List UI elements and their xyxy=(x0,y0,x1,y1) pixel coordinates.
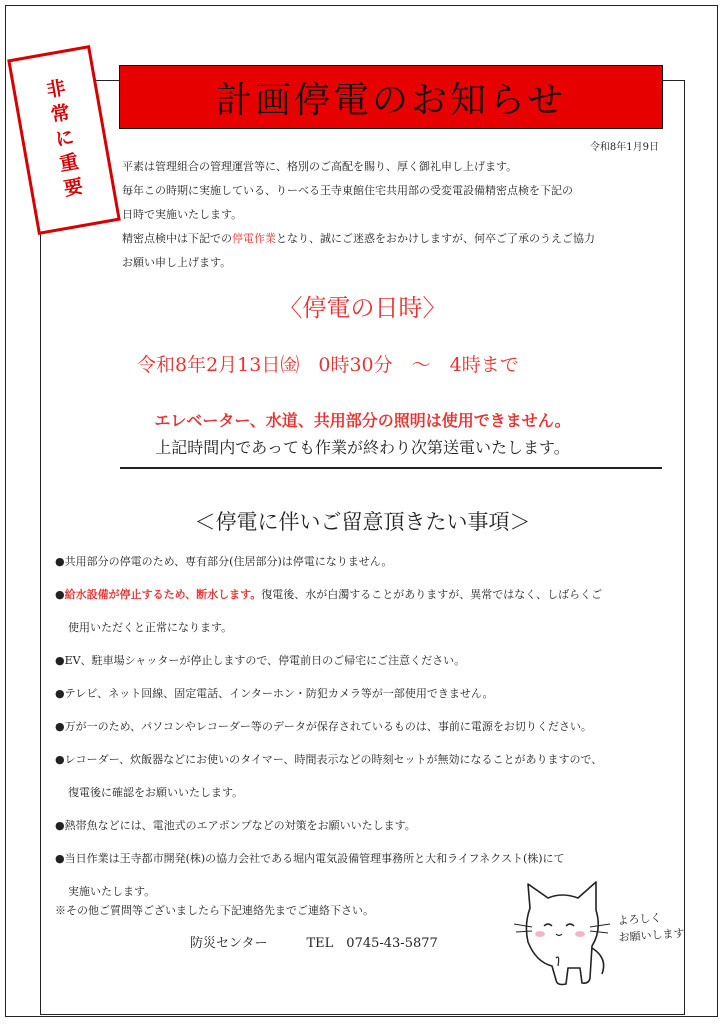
cat-illustration xyxy=(510,870,615,990)
caution-item-2 xyxy=(55,578,665,644)
caution-text xyxy=(55,578,665,611)
caution-item-4 xyxy=(55,677,665,710)
power-work-highlight: 停電作業 xyxy=(232,232,276,245)
intro-line-2: 毎年この時期に実施している、りーべる王寺東館住宅共用部の受変電設備精密点検を下記の xyxy=(122,184,573,197)
caution-text-line-2: 復電後に確認をお願いいたします。 xyxy=(68,786,244,799)
outage-warning: エレベーター、水道、共用部分の照明は使用できません。 xyxy=(154,411,571,430)
restore-note: 上記時間内であっても作業が終わり次第送電いたします。 xyxy=(155,438,570,457)
page-title: 計画停電のお知らせ xyxy=(216,79,566,121)
caution-text-line-2: 使用いただくと正常になります。 xyxy=(68,621,233,634)
title-banner xyxy=(119,65,663,129)
schedule-heading: 〈停電の日時〉 xyxy=(278,294,447,322)
contact-info xyxy=(190,932,438,951)
issue-date: 令和8年1月9日 xyxy=(589,142,659,153)
caution-text: ●共用部分の停電のため、専有部分(住居部分)は停電になりません。 xyxy=(55,555,393,568)
caution-text: ●テレビ、ネット回線、固定電話、インターホン・防犯カメラ等が一部使用できません。 xyxy=(55,687,494,700)
intro-line-4-start: 精密点検中は下記での xyxy=(122,232,232,245)
contact-note: ※その他ご質問等ございましたら下記連絡先までご連絡下さい。 xyxy=(55,904,374,917)
caution-text: ●レコーダー、炊飯器などにお使いのタイマー、時間表示などの時刻セットが無効になることがありますので、 xyxy=(55,753,603,766)
schedule-time: 令和8年2月13日㈮ 0時30分 ～ 4時まで xyxy=(137,354,519,376)
intro-line-1: 平素は管理組合の管理運営等に、格別のご高配を賜り、厚く御礼申し上げます。 xyxy=(122,160,518,173)
caution-item-5 xyxy=(55,710,665,743)
caution-text-line-2: 実施いたします。 xyxy=(68,885,156,898)
contact-name: 防災センター xyxy=(190,936,268,951)
caution-item-3 xyxy=(55,644,665,677)
intro-line-4 xyxy=(122,227,662,251)
caution-item-7 xyxy=(55,809,665,842)
cat-caption-line-1: よろしく xyxy=(617,911,662,928)
caution-text: ●万が一のため、パソコンやレコーダー等のデータが保存されているものは、事前に電源をお切りください。 xyxy=(55,720,592,733)
caution-text: ●EV、駐車場シャッターが停止しますので、停電前日のご帰宅にご注意ください。 xyxy=(55,654,466,667)
caution-text: ●当日作業は王寺都市開発(株)の協力会社である堀内電気設備管理事務所と大和ライフネクスト(株)にて xyxy=(55,852,565,865)
intro-line-5: お願い申し上げます。 xyxy=(122,256,232,269)
cautions-heading: ＜停電に伴いご留意頂きたい事項＞ xyxy=(194,510,531,534)
caution-item-6 xyxy=(55,743,665,809)
section-divider xyxy=(120,467,662,469)
water-stop-highlight: 給水設備が停止するため、断水します。 xyxy=(64,588,262,601)
bullet: ● xyxy=(55,588,65,601)
cat-caption xyxy=(617,908,685,947)
caution-text: ●熱帯魚などには、電池式のエアポンプなどの対策をお願いいたします。 xyxy=(55,819,416,832)
stamp-text: 非常に重要 xyxy=(41,76,86,204)
caution-item-1 xyxy=(55,545,665,578)
intro-text xyxy=(122,155,662,275)
intro-line-4-end: となり、誠にご迷惑をおかけしますが、何卒ご了承のうえご協力 xyxy=(276,232,595,245)
caution-text-continued: 復電後、水が白濁することがありますが、異常ではなく、しばらくご xyxy=(261,588,603,601)
intro-line-3: 日時で実施いたします。 xyxy=(122,208,243,221)
contact-tel: TEL 0745-43-5877 xyxy=(306,936,438,951)
cat-caption-line-2: お願いします xyxy=(618,926,685,945)
